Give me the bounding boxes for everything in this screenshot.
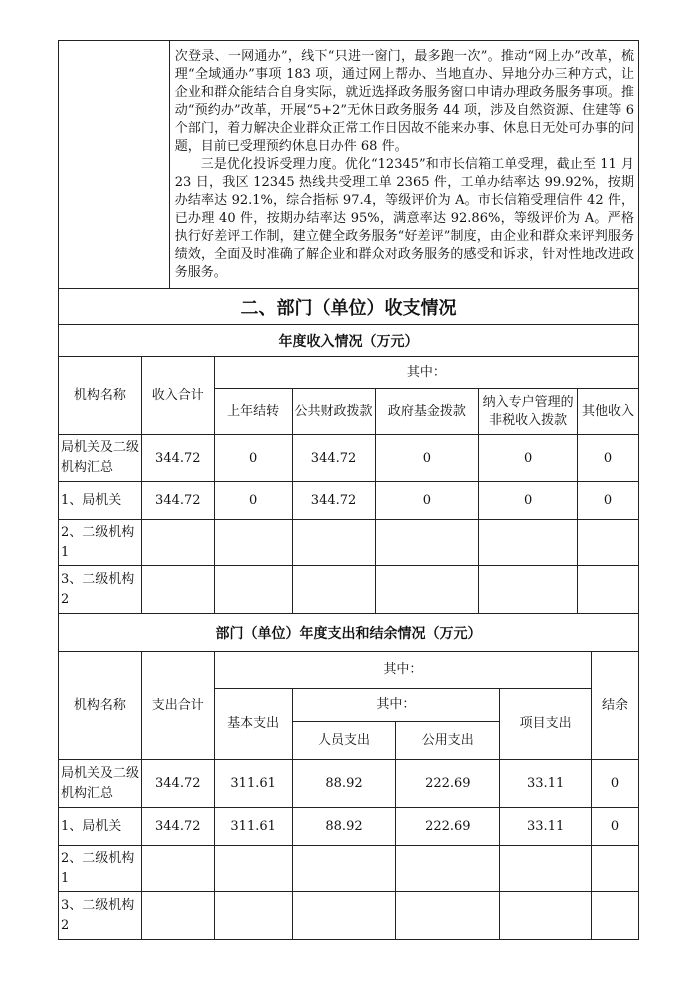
- expense-header-among: 其中：: [214, 652, 591, 689]
- row-org-name: 2、二级机构1: [59, 846, 142, 892]
- cell-value: [292, 846, 396, 892]
- row-org-name: 1、局机关: [59, 482, 142, 520]
- income-table: [58, 288, 639, 614]
- income-header-among: 其中：: [214, 357, 638, 389]
- narrative-paragraph-continued: 次登录、一网通办”，线下“只进一窗门，最多跑一次”。推动“网上办”改革，梳理“全域通办”事项 183 项，通过网上帮办、当地直办、异地分办三种方式，让企业和群众能结合自身实际，就近选择政务服务窗口申请办理政务服务事项。推动“预约办”改革，开展“5+2”无休日政务服务 44 项，涉及自然资源、住建等 6 个部门，着力解决企业群众正常工作日因故不能来办事、休息日无处可办事的问题，目前已受理预约休息日办件 68 件。: [174, 48, 634, 154]
- expense-header-basic: 基本支出: [214, 689, 292, 760]
- cell-value: 311.61: [214, 760, 292, 808]
- table-row: [59, 846, 639, 892]
- income-header-col: 其他收入: [578, 389, 639, 435]
- expense-header-balance: 结余: [592, 652, 639, 760]
- cell-value: [292, 520, 375, 566]
- cell-value: 33.11: [500, 808, 592, 846]
- cell-value: [500, 846, 592, 892]
- cell-value: 0: [578, 482, 639, 520]
- cell-value: [141, 846, 214, 892]
- section-title: 二、部门（单位）收支情况: [59, 289, 639, 325]
- expense-header-total: 支出合计: [141, 652, 214, 760]
- cell-value: 88.92: [292, 760, 396, 808]
- cell-value: 0: [592, 760, 639, 808]
- cell-value: 0: [479, 482, 578, 520]
- narrative-left-cell: [59, 41, 170, 289]
- income-header-col: 公共财政拨款: [292, 389, 375, 435]
- expense-header-personnel: 人员支出: [292, 722, 396, 760]
- cell-value: 0: [479, 435, 578, 482]
- narrative-text-cell: [169, 41, 638, 289]
- cell-value: [214, 846, 292, 892]
- expense-header-among-2: 其中：: [292, 689, 500, 722]
- cell-value: [592, 846, 639, 892]
- row-org-name: 局机关及二级机构汇总: [59, 760, 142, 808]
- income-header-col: 上年结转: [214, 389, 292, 435]
- table-row: [59, 760, 639, 808]
- cell-value: 88.92: [292, 808, 396, 846]
- cell-value: [375, 566, 479, 614]
- income-header-total: 收入合计: [141, 357, 214, 435]
- table-row: [59, 520, 639, 566]
- cell-value: [141, 892, 214, 940]
- row-org-name: 3、二级机构2: [59, 566, 142, 614]
- cell-value: 344.72: [141, 808, 214, 846]
- cell-value: [500, 892, 592, 940]
- cell-value: [479, 520, 578, 566]
- cell-value: 0: [592, 808, 639, 846]
- cell-value: [214, 892, 292, 940]
- income-header-col: 纳入专户管理的非税收入拨款: [479, 389, 578, 435]
- cell-value: 0: [214, 435, 292, 482]
- cell-value: 344.72: [141, 760, 214, 808]
- expense-header-org: 机构名称: [59, 652, 142, 760]
- income-table-title: 年度收入情况（万元）: [59, 325, 639, 357]
- table-row: [59, 566, 639, 614]
- table-row: [59, 435, 639, 482]
- cell-value: [214, 566, 292, 614]
- cell-value: [214, 520, 292, 566]
- cell-value: [578, 566, 639, 614]
- expense-header-project: 项目支出: [500, 689, 592, 760]
- cell-value: 0: [578, 435, 639, 482]
- cell-value: [375, 520, 479, 566]
- narrative-table: [58, 40, 639, 289]
- cell-value: 344.72: [292, 482, 375, 520]
- expense-table-title: 部门（单位）年度支出和结余情况（万元）: [59, 614, 639, 652]
- income-header-col: 政府基金拨款: [375, 389, 479, 435]
- cell-value: [396, 846, 500, 892]
- narrative-paragraph-3: 三是优化投诉受理力度。优化“12345”和市长信箱工单受理，截止至 11 月 23 日，我区 12345 热线共受理工单 2365 件，工单办结率达 99.92%，按期办结率达 92.1%，综合指标 97.4，等级评价为 A。市长信箱受理信件 42 件，已办理 40 件，按期办结率达 95%，满意率达 92.86%，等级评价为 A。严格执行好差评工作制，建立健全政务服务“好差评”制度，由企业和群众来评判服务绩效，全面及时准确了解企业和群众对政务服务的感受和诉求，针对性地改进政务服务。: [174, 156, 634, 280]
- expense-table: [58, 613, 639, 940]
- row-org-name: 3、二级机构2: [59, 892, 142, 940]
- table-row: [59, 808, 639, 846]
- cell-value: 33.11: [500, 760, 592, 808]
- row-org-name: 局机关及二级机构汇总: [59, 435, 142, 482]
- cell-value: [396, 892, 500, 940]
- cell-value: 311.61: [214, 808, 292, 846]
- cell-value: [578, 520, 639, 566]
- cell-value: 0: [375, 435, 479, 482]
- cell-value: 344.72: [141, 435, 214, 482]
- cell-value: 344.72: [292, 435, 375, 482]
- income-header-org: 机构名称: [59, 357, 142, 435]
- cell-value: 222.69: [396, 760, 500, 808]
- cell-value: [141, 520, 214, 566]
- cell-value: [592, 892, 639, 940]
- cell-value: 222.69: [396, 808, 500, 846]
- cell-value: [141, 566, 214, 614]
- cell-value: 0: [214, 482, 292, 520]
- table-row: [59, 482, 639, 520]
- row-org-name: 1、局机关: [59, 808, 142, 846]
- row-org-name: 2、二级机构1: [59, 520, 142, 566]
- expense-header-public: 公用支出: [396, 722, 500, 760]
- table-row: [59, 892, 639, 940]
- cell-value: 0: [375, 482, 479, 520]
- cell-value: 344.72: [141, 482, 214, 520]
- cell-value: [479, 566, 578, 614]
- cell-value: [292, 566, 375, 614]
- cell-value: [292, 892, 396, 940]
